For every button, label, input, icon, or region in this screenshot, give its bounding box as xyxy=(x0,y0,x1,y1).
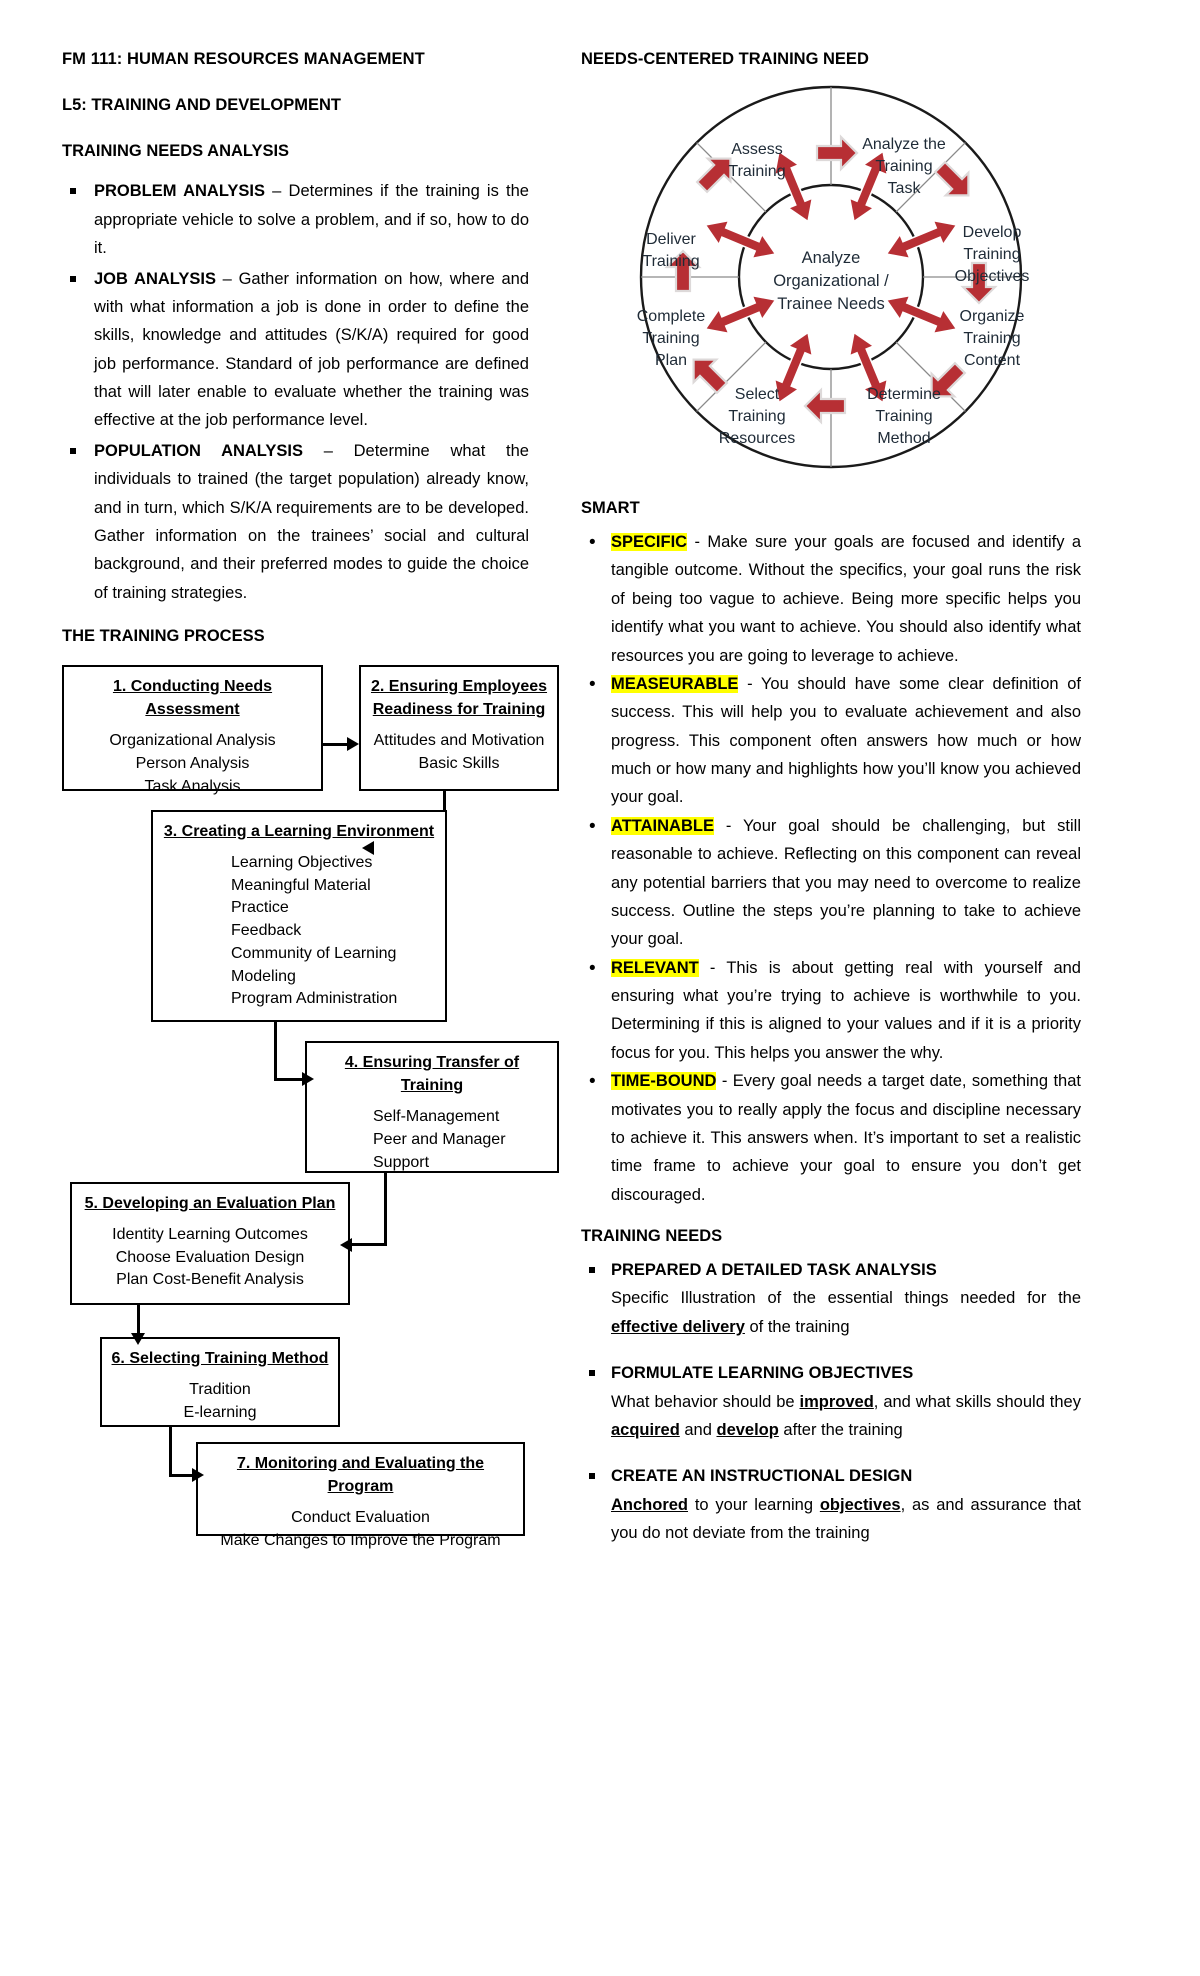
smart-text: - Your goal should be challenging, but still reasonable to achieve. Reflecting on this component can reveal any potential barriers that you may need to overcome to realize success. Outline the steps you’re planning to take to achieve your goal. xyxy=(611,816,1081,949)
smart-key: SPECIFIC xyxy=(611,533,688,551)
flow-box-6-line-2: E-learning xyxy=(183,1403,257,1421)
flow-box-7-title: 7. Monitoring and Evaluating the Program xyxy=(236,1454,485,1495)
list-item xyxy=(581,954,1081,1068)
segment-label-1 xyxy=(955,224,1030,285)
smart-text: - Every goal needs a target date, something that motivates you to really apply the focus and discipline necessary to achieve it. This answers when. It’s important to set a realistic time frame to achieve your goal to ensure you don’t get discouraged. xyxy=(611,1072,1081,1204)
tn-body-post: after the training xyxy=(778,1420,903,1439)
tna-term: JOB ANALYSIS xyxy=(94,269,216,288)
center-line-3: Trainee Needs xyxy=(777,295,885,313)
svg-text:Plan: Plan xyxy=(654,352,688,369)
training-process-flowchart xyxy=(62,655,548,1549)
svg-text:Method: Method xyxy=(877,430,931,447)
flow-box-3-title: 3. Creating a Learning Environment xyxy=(163,822,435,840)
flow-box-5-line-1: Identity Learning Outcomes xyxy=(112,1226,308,1243)
tn-title: CREATE AN INSTRUCTIONAL DESIGN xyxy=(611,1467,913,1486)
section-heading-training-process: THE TRAINING PROCESS xyxy=(62,627,265,646)
arrowhead-1-2 xyxy=(347,737,359,751)
tn-body-mid: , and what skills should they xyxy=(873,1392,1081,1411)
flow-box-1-line-3: Task Analysis xyxy=(144,777,241,795)
center-line-1: Analyze xyxy=(801,249,861,267)
connector-3-4-v xyxy=(274,1021,277,1081)
tn-body-underline-3: develop xyxy=(716,1420,779,1439)
tn-body xyxy=(611,1491,1081,1548)
flow-box-3-line-3: Practice xyxy=(231,899,289,917)
flow-box-6-title: 6. Selecting Training Method xyxy=(111,1349,329,1367)
svg-text:Training: Training xyxy=(728,408,786,425)
list-item xyxy=(581,1256,1081,1341)
list-item xyxy=(62,437,529,607)
tn-body-underline-2: acquired xyxy=(611,1420,680,1439)
flow-box-4-line-3: Support xyxy=(373,1153,430,1171)
tn-title: PREPARED A DETAILED TASK ANALYSIS xyxy=(611,1261,937,1279)
svg-text:Analyze the: Analyze the xyxy=(862,136,946,153)
tn-body-underline-1: effective delivery xyxy=(611,1317,745,1336)
segment-label-2 xyxy=(960,308,1025,369)
flow-box-2-title: 2. Ensuring Employees Readiness for Training xyxy=(370,677,548,718)
section-heading-tna: TRAINING NEEDS ANALYSIS xyxy=(62,141,290,160)
flow-box-4-line-1: Self-Management xyxy=(373,1108,500,1126)
flow-box-1-title: 1. Conducting Needs Assessment xyxy=(112,677,273,718)
circle-diagram-svg xyxy=(581,81,1081,481)
svg-text:Develop: Develop xyxy=(962,224,1022,241)
right-column xyxy=(581,50,1081,1565)
svg-text:Content: Content xyxy=(963,352,1021,369)
svg-text:Training: Training xyxy=(642,330,700,347)
smart-key: RELEVANT xyxy=(611,958,699,977)
flow-box-6-line-1: Tradition xyxy=(189,1381,251,1398)
svg-text:Training: Training xyxy=(728,163,786,180)
svg-text:Training: Training xyxy=(875,158,933,175)
left-column xyxy=(62,50,548,1549)
flow-box-2-line-1: Attitudes and Motivation xyxy=(373,732,545,750)
flow-box-7-line-2: Make Changes to Improve the Program xyxy=(220,1531,501,1549)
svg-text:Task: Task xyxy=(887,180,921,197)
segment-label-3 xyxy=(867,386,941,447)
flow-box-3 xyxy=(151,810,447,1022)
svg-text:Assess: Assess xyxy=(731,141,783,158)
connector-4-5-v xyxy=(384,1173,387,1246)
svg-text:Deliver: Deliver xyxy=(646,231,696,248)
flow-box-5-line-3: Plan Cost-Benefit Analysis xyxy=(116,1271,304,1289)
flow-box-7-line-1: Conduct Evaluation xyxy=(291,1509,430,1527)
tn-body-pre: Specific Illustration of the essential things needed for the xyxy=(611,1289,1081,1308)
smart-key: TIME-BOUND xyxy=(611,1072,717,1091)
smart-heading: SMART xyxy=(581,499,640,517)
tna-text: Determine what the individuals to trained (the target population) already know, and in turn, which S/K/A requirements are to be developed. Gather information on the trainees’ social and cultural background, and their preferred modes to guide the choice of training strategies. xyxy=(94,441,529,602)
connector-1-2 xyxy=(323,743,349,746)
svg-text:Complete: Complete xyxy=(636,308,706,325)
flow-box-3-line-2: Meaningful Material xyxy=(231,876,371,894)
tn-body xyxy=(611,1284,1081,1341)
lesson-title: L5: TRAINING AND DEVELOPMENT xyxy=(62,95,341,114)
training-needs-list xyxy=(581,1256,1081,1547)
list-item xyxy=(581,670,1081,812)
svg-text:Training: Training xyxy=(963,330,1021,347)
flow-box-6 xyxy=(100,1337,340,1427)
flow-box-3-line-6: Modeling xyxy=(231,967,296,985)
flow-box-1-line-1: Organizational Analysis xyxy=(109,732,276,750)
flow-box-3-line-5: Community of Learning xyxy=(231,944,397,962)
flow-box-7 xyxy=(196,1442,525,1549)
course-title: FM 111: HUMAN RESOURCES MANAGEMENT xyxy=(62,50,425,68)
connector-4-5-h xyxy=(350,1243,387,1246)
smart-key: MEASEURABLE xyxy=(611,674,739,693)
tn-body-post: of the training xyxy=(744,1317,850,1336)
tn-body-pre: What behavior should be xyxy=(611,1392,800,1411)
flow-box-1 xyxy=(62,665,323,795)
arrowhead-5-6 xyxy=(131,1333,145,1345)
svg-text:Objectives: Objectives xyxy=(954,268,1030,285)
tna-term: POPULATION ANALYSIS xyxy=(94,441,303,460)
tn-body-post: , as and assurance that you do not deviate from the training xyxy=(611,1495,1082,1542)
list-item xyxy=(581,1359,1081,1444)
flow-box-2 xyxy=(359,665,559,791)
tna-list xyxy=(62,177,529,607)
tn-body-underline-1: improved xyxy=(799,1392,874,1411)
arrowhead-3-4 xyxy=(302,1072,314,1086)
tn-body-mid-2: and xyxy=(679,1420,717,1439)
flow-box-4 xyxy=(305,1041,559,1173)
smart-text: - You should have some clear definition of success. This will help you to evaluate achievement and also progress. This component often answers how much or how much or how many and highlights how you’ll know you achieved your goal. xyxy=(611,674,1081,807)
arrowhead-4-5 xyxy=(340,1238,352,1252)
flow-box-4-line-2: Peer and Manager xyxy=(373,1130,506,1148)
tn-body xyxy=(611,1388,1081,1445)
svg-text:Training: Training xyxy=(963,246,1021,263)
tna-text: Gather information on how, where and with what information a job is done in order to define the skills, knowledge and attitudes (S/K/A) required for good job performance. Standard of job performance are defined that will later enable to evaluate whether the training was effective at the job performance level. xyxy=(94,269,529,430)
tna-dash: – xyxy=(215,269,239,288)
connector-6-7-v xyxy=(169,1427,172,1477)
svg-text:Training: Training xyxy=(875,408,933,425)
svg-text:Training: Training xyxy=(642,253,700,270)
flow-box-5 xyxy=(70,1182,350,1305)
smart-text: - This is about getting real with yourself and ensuring what you’re trying to achieve is worthwhile to you. Determining if this is aligned to your values and if it is a priority focus for you. This helps you answer the why. xyxy=(611,958,1081,1062)
circle-diagram-heading: NEEDS-CENTERED TRAINING NEED xyxy=(581,50,869,68)
list-item xyxy=(581,528,1081,670)
tna-dash: – xyxy=(264,182,289,201)
flow-box-4-title: 4. Ensuring Transfer of Training xyxy=(344,1053,520,1094)
tna-dash: – xyxy=(302,441,354,460)
arrowhead-2-3 xyxy=(362,841,374,855)
tna-text: Determines if the training is the appropriate vehicle to solve a problem, and if so, how to do it. xyxy=(94,182,529,258)
flow-box-5-line-2: Choose Evaluation Design xyxy=(115,1248,305,1266)
smart-text: - Make sure your goals are focused and identify a tangible outcome. Without the specifics, your goal runs the risk of being too vague to achieve. Being more specific helps you identify what you want to achieve. You should also identify what resources you are going to leverage to achieve. xyxy=(611,533,1081,665)
list-item xyxy=(581,1067,1081,1209)
training-needs-heading: TRAINING NEEDS xyxy=(581,1227,723,1245)
two-column-layout xyxy=(62,50,1138,1565)
list-item xyxy=(581,812,1081,954)
svg-text:Organize: Organize xyxy=(959,308,1025,325)
tn-body-underline-2: objectives xyxy=(819,1495,901,1514)
tn-body-mid: to your learning xyxy=(688,1495,820,1514)
flow-box-2-line-2: Basic Skills xyxy=(418,754,500,772)
smart-key: ATTAINABLE xyxy=(611,816,714,835)
list-item xyxy=(581,1462,1081,1547)
svg-text:Determine: Determine xyxy=(867,386,941,403)
list-item xyxy=(62,177,529,262)
flow-box-3-line-7: Program Administration xyxy=(231,990,398,1008)
svg-text:Select: Select xyxy=(734,386,780,403)
arrowhead-6-7 xyxy=(192,1468,204,1482)
tn-title: FORMULATE LEARNING OBJECTIVES xyxy=(611,1364,914,1383)
tna-term: PROBLEM ANALYSIS xyxy=(94,182,265,201)
tn-body-underline-1: Anchored xyxy=(611,1495,689,1514)
flow-box-3-line-4: Feedback xyxy=(231,922,302,940)
center-line-2: Organizational / xyxy=(773,272,889,290)
flow-box-5-title: 5. Developing an Evaluation Plan xyxy=(84,1194,336,1212)
list-item xyxy=(62,265,529,435)
svg-text:Resources: Resources xyxy=(718,430,796,447)
flow-box-3-line-1: Learning Objectives xyxy=(231,854,373,871)
needs-centered-training-diagram xyxy=(581,81,1081,481)
smart-list xyxy=(581,528,1081,1209)
flow-box-1-line-2: Person Analysis xyxy=(135,754,250,772)
